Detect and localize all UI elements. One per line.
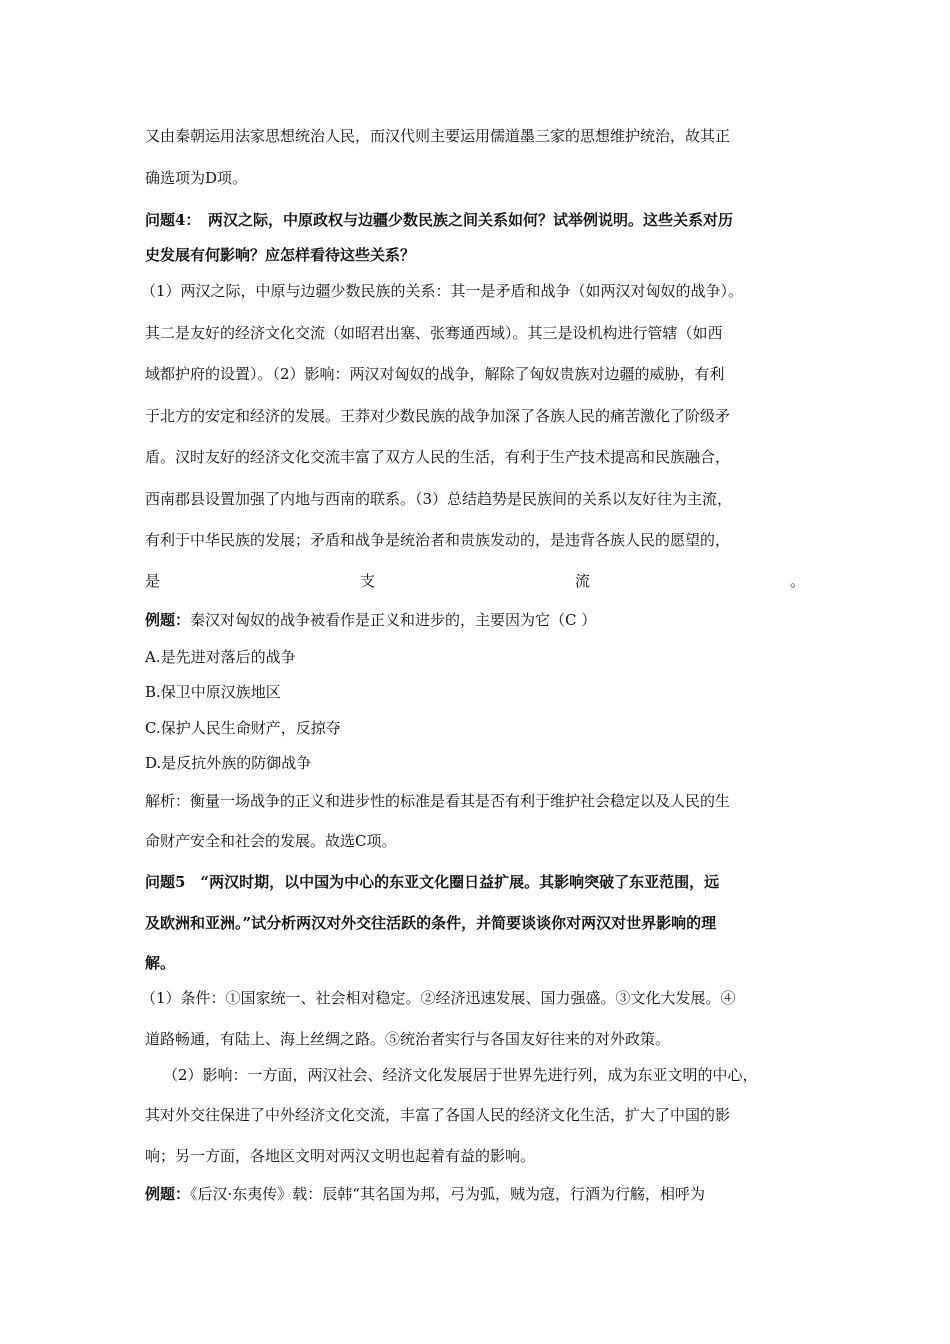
justified-char: 是 (145, 572, 161, 590)
answer-line: （1）两汉之际，中原与边疆少数民族的关系：其一是矛盾和战争（如两汉对匈奴的战争）。 (141, 282, 744, 300)
paragraph-line: 又由秦朝运用法家思想统治人民，而汉代则主要运用儒道墨三家的思想维护统治，故其正 (145, 127, 731, 145)
justified-line (145, 566, 805, 596)
answer-5-line: （1）条件：①国家统一、社会相对稳定。②经济迅速发展、国力强盛。③文化大发展。④ (141, 989, 736, 1007)
option-c: C.保护人民生命财产，反掠夺 (145, 719, 341, 737)
question-5-heading: 解。 (145, 954, 176, 972)
example-2-question (145, 1179, 810, 1209)
option-a: A.是先进对落后的战争 (145, 648, 296, 666)
question-4-heading: 问题4： 两汉之际，中原政权与边疆少数民族之间关系如何？试举例说明。这些关系对历 (145, 211, 733, 229)
answer-line: 西南郡县设置加强了内地与西南的联系。（3）总结趋势是民族间的关系以友好往为主流， (145, 490, 733, 508)
answer-5-line: （2）影响：一方面，两汉社会、经济文化发展居于世界先进行列，成为东亚文明的中心， (163, 1066, 758, 1084)
question-5-heading: 问题5 “两汉时期，以中国为中心的东亚文化圈日益扩展。其影响突破了东亚范围，远 (145, 873, 720, 891)
answer-line: 于北方的安定和经济的发展。王莽对少数民族的战争加深了各族人民的痛苦激化了阶级矛 (145, 407, 731, 425)
analysis-line: 解析：衡量一场战争的正义和进步性的标准是看其是否有利于维护社会稳定以及人民的生 (145, 792, 731, 810)
question-4-heading: 史发展有何影响？应怎样看待这些关系？ (145, 246, 416, 264)
answer-line: 其二是友好的经济文化交流（如昭君出塞、张骞通西域）。其三是设机构进行管辖（如西 (145, 324, 723, 342)
example-1-question (145, 605, 810, 635)
justified-char: 支 (359, 572, 375, 590)
example-label: 例题： (145, 611, 191, 629)
paragraph-line: 确选项为D项。 (145, 169, 248, 187)
justified-char: 。 (789, 572, 805, 590)
answer-line: 盾。汉时友好的经济文化交流丰富了双方人民的生活，有利于生产技术提高和民族融合， (145, 448, 731, 466)
option-b: B.保卫中原汉族地区 (145, 683, 281, 701)
answer-5-line: 道路畅通，有陆上、海上丝绸之路。⑤统治者实行与各国友好往来的对外政策。 (145, 1030, 671, 1048)
example-text: 《后汉·东夷传》载：辰韩“其名国为邦，弓为弧，贼为寇，行酒为行觞，相呼为 (190, 1185, 705, 1203)
answer-5-line: 其对外交往保进了中外经济文化交流，丰富了各国人民的经济文化生活，扩大了中国的影 (145, 1106, 731, 1124)
answer-line: 有利于中华民族的发展；矛盾和战争是统治者和贵族发动的，是违背各族人民的愿望的， (145, 531, 731, 549)
question-5-heading: 及欧洲和亚洲。”试分析两汉对外交往活跃的条件，并简要谈谈你对两汉对世界影响的理 (145, 914, 717, 932)
analysis-line: 命财产安全和社会的发展。故选C项。 (145, 832, 397, 850)
example-label: 例题： (145, 1185, 191, 1203)
answer-5-line: 响；另一方面，各地区文明对两汉文明也起着有益的影响。 (145, 1147, 536, 1165)
example-text: 秦汉对匈奴的战争被看作是正义和进步的，主要因为它（C ） (190, 611, 597, 629)
option-d: D.是反抗外族的防御战争 (145, 754, 312, 772)
answer-line: 域都护府的设置）。（2）影响：两汉对匈奴的战争，解除了匈奴贵族对边疆的威胁，有利 (145, 365, 725, 383)
justified-char: 流 (574, 572, 590, 590)
